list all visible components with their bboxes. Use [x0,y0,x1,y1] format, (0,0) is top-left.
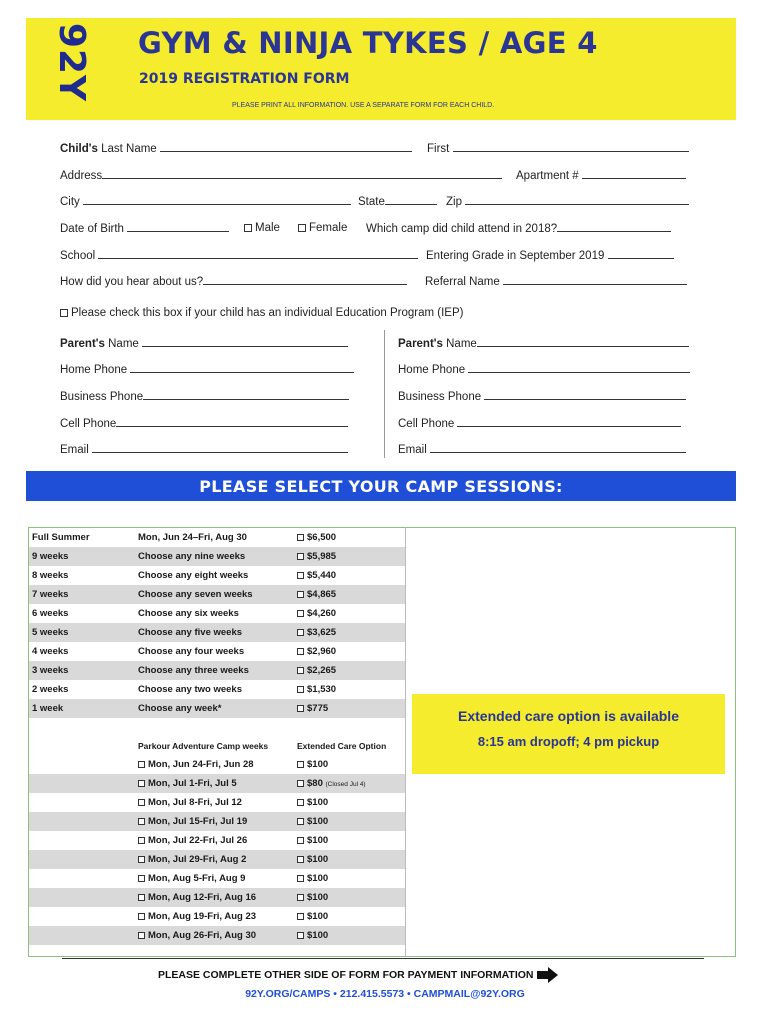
extended-care-callout [412,694,725,774]
page-title: GYM & NINJA TYKES / AGE 4 [138,26,598,60]
parent1-cell-phone-field[interactable]: Cell Phone [60,417,348,430]
checkbox-icon [244,224,252,232]
session-detail: Choose any four weeks [138,646,245,657]
child-last-name-field[interactable]: Child's Last Name [60,142,412,155]
parent1-email-field[interactable]: Email [60,443,348,456]
session-price-option[interactable]: $2,265 [297,665,336,676]
session-detail: Choose any three weeks [138,665,249,676]
session-detail: Choose any six weeks [138,608,239,619]
parkour-week-row[interactable] [29,755,405,774]
checkbox-icon [297,894,304,901]
session-label: 3 weeks [32,665,69,676]
session-row[interactable] [29,699,405,718]
session-price-option[interactable]: $6,500 [297,532,336,543]
checkbox-icon [297,572,304,579]
parkour-week-row[interactable] [29,850,405,869]
checkbox-icon [297,780,304,787]
parkour-week-row[interactable] [29,926,405,945]
checkbox-icon [138,932,145,939]
checkbox-icon [138,761,145,768]
parkour-week-row[interactable] [29,907,405,926]
extended-care-title: Extended care option is available [458,708,679,724]
entering-grade-field[interactable]: Entering Grade in September 2019 [426,249,674,262]
extended-care-option[interactable]: $100 [297,797,328,808]
checkbox-icon [297,648,304,655]
apartment-field[interactable]: Apartment # [516,169,686,182]
child-first-name-field[interactable]: First [427,142,689,155]
zip-field[interactable]: Zip [446,195,689,208]
parkour-week-row[interactable] [29,831,405,850]
checkbox-icon [297,875,304,882]
session-price-option[interactable]: $4,260 [297,608,336,619]
session-row[interactable] [29,566,405,585]
parkour-heading: Parkour Adventure Camp weeks [138,740,269,751]
checkbox-icon [138,894,145,901]
extended-care-option[interactable]: $100 [297,854,328,865]
checkbox-icon [60,309,68,317]
session-price-option[interactable]: $775 [297,703,328,714]
session-detail: Choose any two weeks [138,684,243,695]
week-note: (Closed Jul 4) [325,781,366,788]
checkbox-icon [138,875,145,882]
session-row[interactable] [29,528,405,547]
referral-name-field[interactable]: Referral Name [425,275,687,288]
how-heard-field[interactable]: How did you hear about us? [60,275,407,288]
checkbox-icon [297,932,304,939]
extended-care-option[interactable]: $100 [297,759,328,770]
school-field[interactable]: School [60,249,418,262]
session-price-option[interactable]: $2,960 [297,646,336,657]
checkbox-icon [138,780,145,787]
session-price-option[interactable]: $5,440 [297,570,336,581]
page-subtitle: 2019 REGISTRATION FORM [139,71,350,87]
checkbox-icon [297,913,304,920]
parkour-week-row[interactable] [29,812,405,831]
checkbox-icon [138,837,145,844]
footer-contact: 92Y.ORG/CAMPS • 212.415.5573 • CAMPMAIL@92Y.ORG [245,988,525,1000]
checkbox-icon [138,856,145,863]
parent-divider [384,330,385,458]
checkbox-icon [297,667,304,674]
parent2-cell-phone-field[interactable]: Cell Phone [398,417,681,430]
address-field[interactable]: Address [60,169,502,182]
session-label: 7 weeks [32,589,69,600]
parkour-week-option[interactable]: Mon, Jun 24-Fri, Jun 28 [138,759,254,770]
parkour-week-option[interactable]: Mon, Aug 26-Fri, Aug 30 [138,930,256,941]
parent1-home-phone-field[interactable]: Home Phone [60,363,354,376]
parent2-email-field[interactable]: Email [398,443,686,456]
parkour-week-option[interactable]: Mon, Jul 8-Fri, Jul 12 [138,797,242,808]
92y-logo: 92Y [51,22,93,102]
session-detail: Choose any nine weeks [138,551,246,562]
checkbox-icon [297,856,304,863]
extended-care-detail: 8:15 am dropoff; 4 pm pickup [477,734,660,749]
session-detail: Mon, Jun 24–Fri, Aug 30 [138,532,247,543]
parkour-week-option[interactable]: Mon, Jul 29-Fri, Aug 2 [138,854,246,865]
parkour-week-row[interactable] [29,888,405,907]
session-label: 6 weeks [32,608,69,619]
session-detail: Choose any week* [138,703,222,714]
form-instructions: PLEASE PRINT ALL INFORMATION. USE A SEPARATE FORM FOR EACH CHILD. [232,102,495,109]
parkour-week-option[interactable]: Mon, Jul 22-Fri, Jul 26 [138,835,247,846]
session-label: 4 weeks [32,646,69,657]
session-row[interactable] [29,642,405,661]
checkbox-icon [297,553,304,560]
extended-care-option[interactable]: $100 [297,911,328,922]
checkbox-icon [297,799,304,806]
footer-note: PLEASE COMPLETE OTHER SIDE OF FORM FOR PAYMENT INFORMATION [158,967,559,983]
checkbox-icon [297,837,304,844]
checkbox-icon [138,913,145,920]
session-price-option[interactable]: $1,530 [297,684,336,695]
state-field[interactable]: State [358,195,437,208]
footer-divider [62,958,704,959]
sessions-heading: PLEASE SELECT YOUR CAMP SESSIONS: [199,476,563,496]
session-label: Full Summer [32,532,90,543]
parkour-week-option[interactable]: Mon, Aug 5-Fri, Aug 9 [138,873,245,884]
sessions-heading-bar [26,471,736,501]
session-row[interactable] [29,623,405,642]
parent2-home-phone-field[interactable]: Home Phone [398,363,690,376]
previous-camp-field[interactable]: Which camp did child attend in 2018? [366,222,671,235]
parent1-name-field[interactable]: Parent's Name [60,337,348,350]
session-label: 8 weeks [32,570,69,581]
session-price-option[interactable]: $4,865 [297,589,336,600]
parkour-week-row[interactable] [29,869,405,888]
checkbox-icon [138,799,145,806]
parkour-week-row[interactable] [29,774,405,793]
parent2-business-phone-field[interactable]: Business Phone [398,390,686,403]
parkour-week-option[interactable]: Mon, Aug 12-Fri, Aug 16 [138,892,256,903]
table-divider [405,527,406,957]
session-label: 1 week [32,703,64,714]
parent2-name-field[interactable]: Parent's Name [398,337,689,350]
session-label: 9 weeks [32,551,69,562]
checkbox-icon [297,705,304,712]
checkbox-icon [297,629,304,636]
session-row[interactable] [29,547,405,566]
checkbox-icon [297,761,304,768]
city-field[interactable]: City [60,195,351,208]
parkour-week-option[interactable]: Mon, Jul 15-Fri, Jul 19 [138,816,247,827]
parent1-business-phone-field[interactable]: Business Phone [60,390,349,403]
extended-care-option[interactable]: $100 [297,816,328,827]
session-label: 5 weeks [32,627,69,638]
checkbox-icon [138,818,145,825]
extended-care-option[interactable]: $80 (Closed Jul 4) [297,778,366,789]
extended-care-option[interactable]: $100 [297,930,328,941]
extended-care-option[interactable]: $100 [297,892,328,903]
session-price-option[interactable]: $3,625 [297,627,336,638]
extended-care-option[interactable]: $100 [297,873,328,884]
session-price-option[interactable]: $5,985 [297,551,336,562]
checkbox-icon [298,224,306,232]
male-checkbox[interactable]: Male [244,222,280,234]
iep-checkbox[interactable]: Please check this box if your child has an individual Education Program (IEP) [60,307,463,319]
session-detail: Choose any five weeks [138,627,243,638]
female-checkbox[interactable]: Female [298,222,347,234]
session-row[interactable] [29,661,405,680]
parkour-header-row [29,736,405,755]
checkbox-icon [297,591,304,598]
extended-care-option[interactable]: $100 [297,835,328,846]
parkour-week-option[interactable]: Mon, Aug 19-Fri, Aug 23 [138,911,256,922]
extended-care-heading: Extended Care Option [297,740,387,751]
session-row[interactable] [29,680,405,699]
session-row[interactable] [29,604,405,623]
session-detail: Choose any seven weeks [138,589,253,600]
dob-field[interactable]: Date of Birth [60,222,229,235]
session-detail: Choose any eight weeks [138,570,249,581]
session-row[interactable] [29,585,405,604]
checkbox-icon [297,686,304,693]
parkour-week-option[interactable]: Mon, Jul 1-Fri, Jul 5 [138,778,237,789]
arrow-right-icon [537,967,559,983]
parkour-week-row[interactable] [29,793,405,812]
checkbox-icon [297,818,304,825]
checkbox-icon [297,534,304,541]
checkbox-icon [297,610,304,617]
session-label: 2 weeks [32,684,69,695]
